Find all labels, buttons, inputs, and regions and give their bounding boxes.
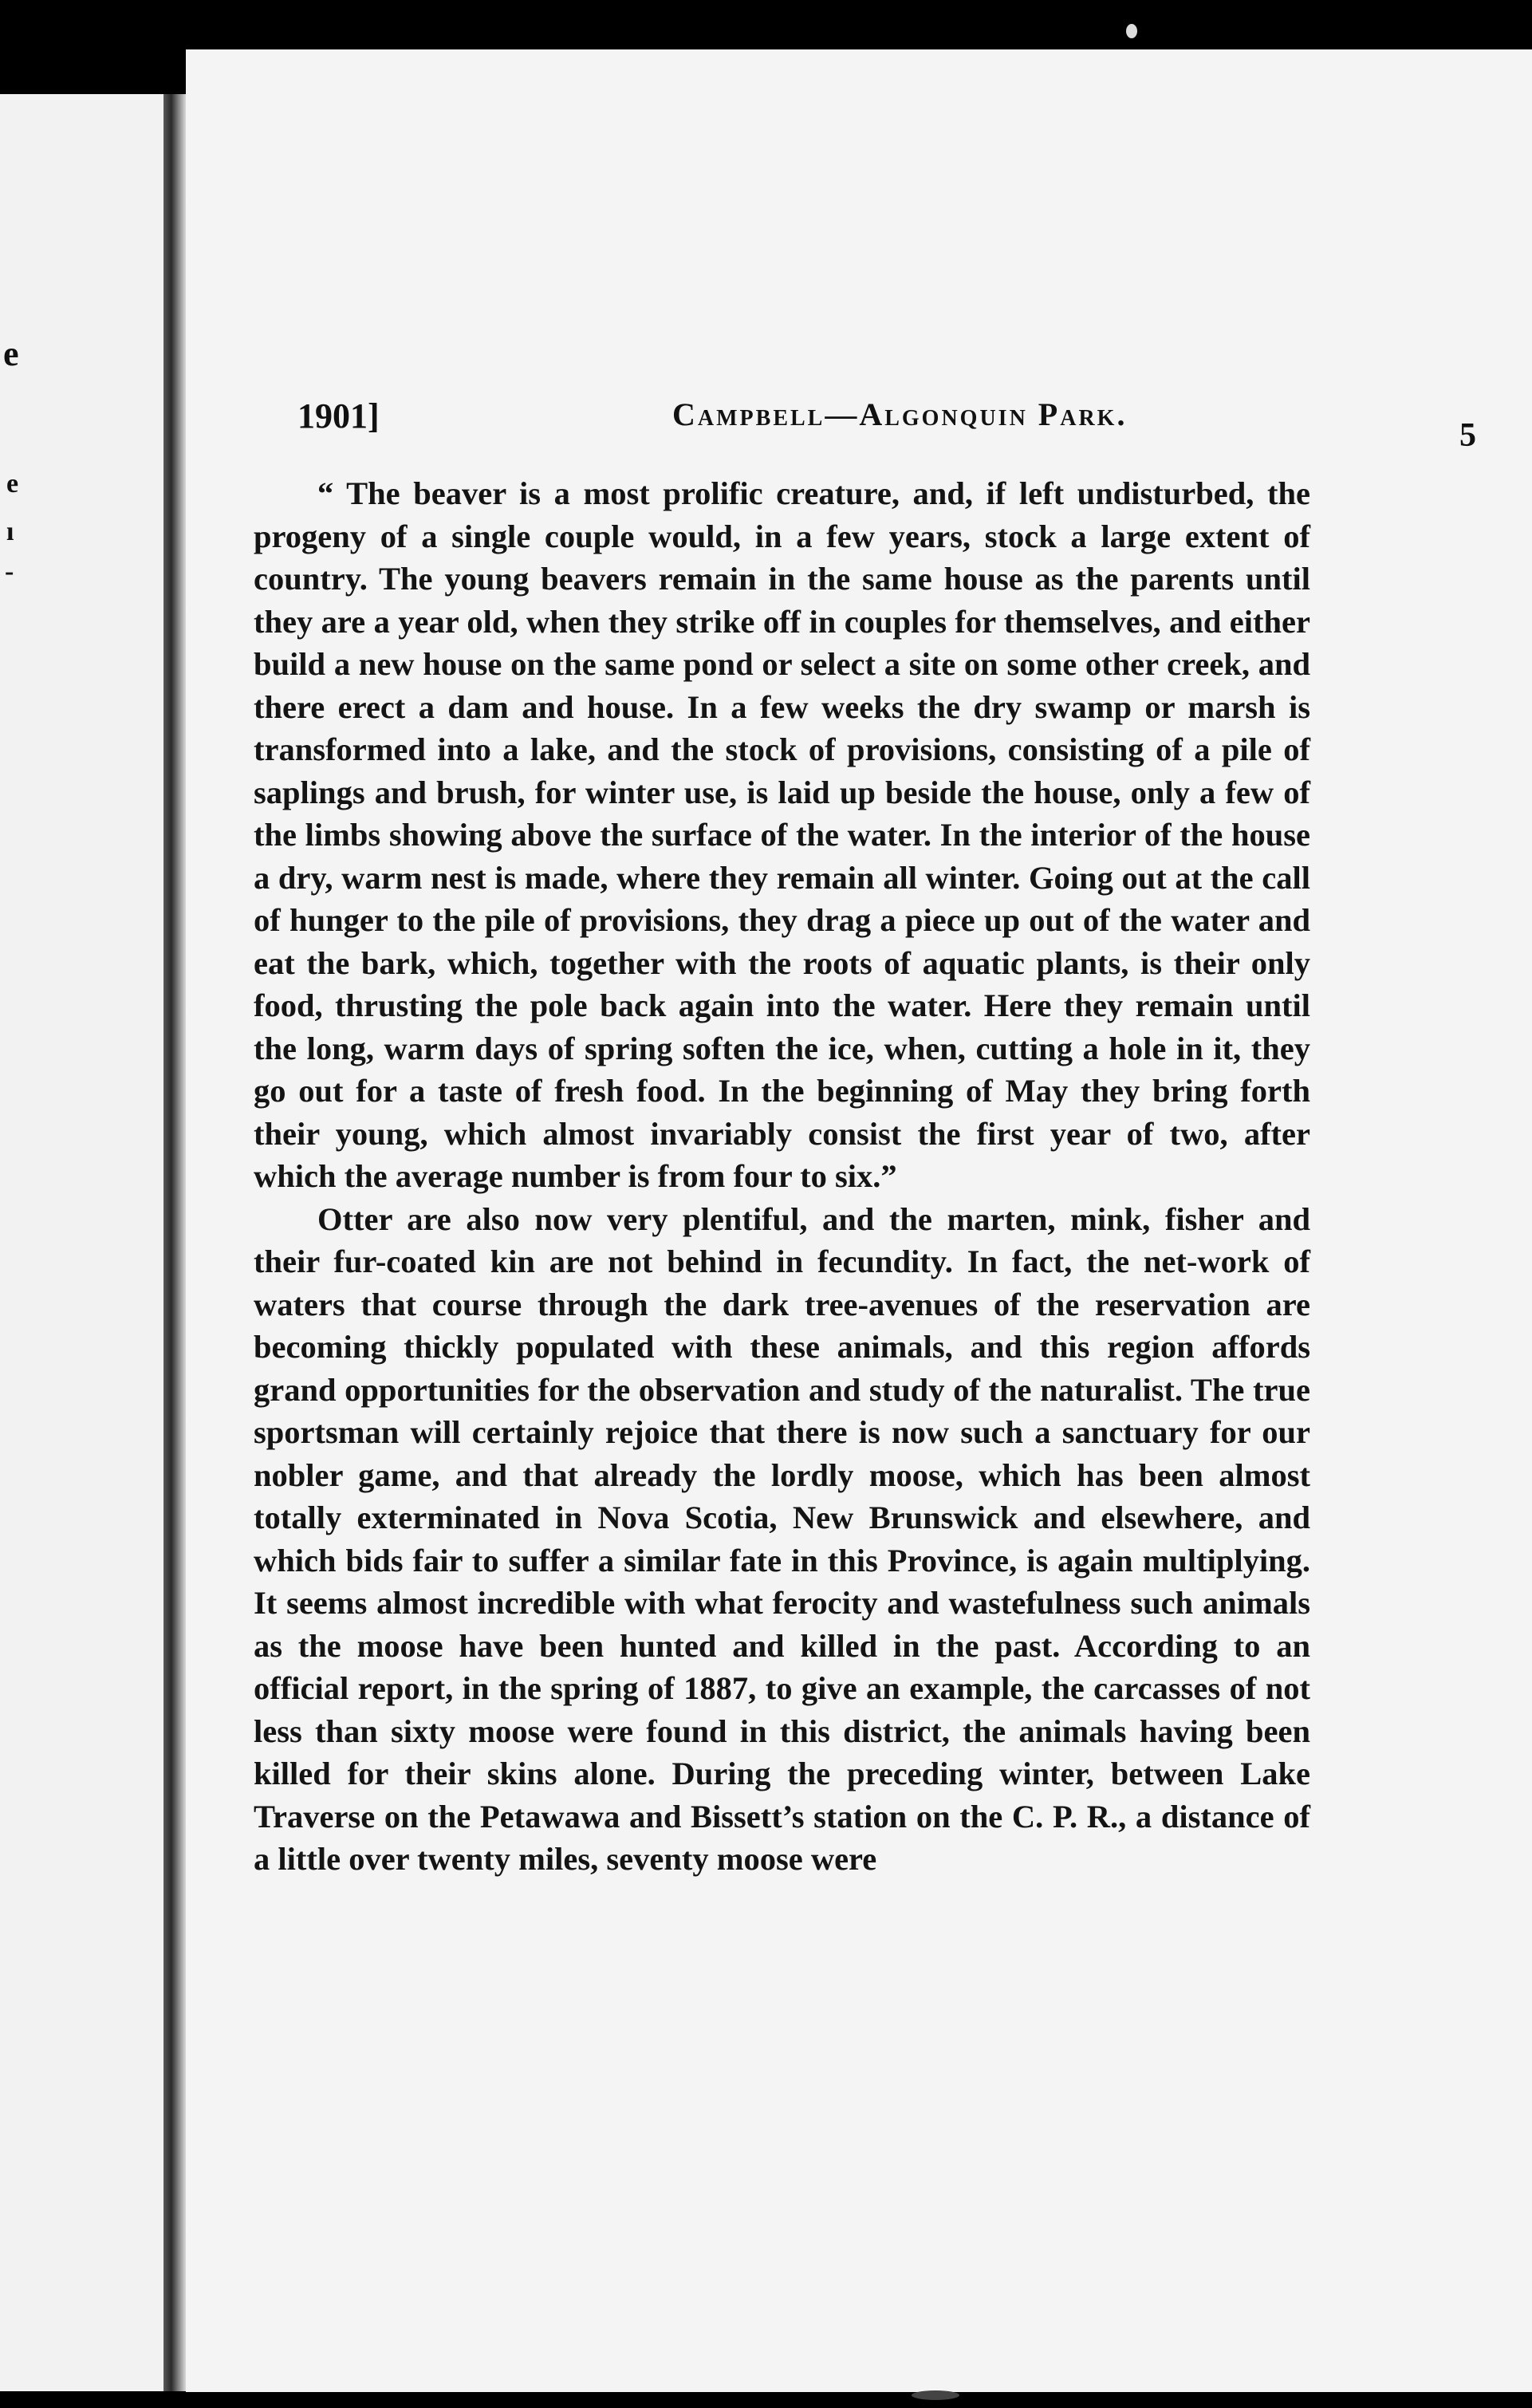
paragraph-beaver-quote: “ The beaver is a most prolific creature, and, if left undisturbed, the progeny of a single couple would, in a few years, stock a large extent of country. The young beavers remain in the same house as the parents until they are a year old, when they strike off in couples for themselves, and either build a new house on the same pond or select a site on some other creek, and there erect a dam and house. In a few weeks the dry swamp or marsh is transformed into a lake, and the stock of provisions, consisting of a pile of saplings and brush, for winter use, is laid up beside the house, only a few of the limbs showing above the surface of the water. In the interior of the house a dry, warm nest is made, where they remain all winter. Going out at the call of hunger to the pile of provisions, they drag a piece up out of the water and eat the bark, which, together with the roots of aquatic plants, is their only food, thrusting the pole back again into the water. Here they remain until the long, warm days of spring soften the ice, when, cutting a hole in it, they go out for a taste of fresh food. In the beginning of May they bring forth their young, which almost invariably consist the first year of two, after which the average number is from four to six.” — [254, 475, 1310, 1194]
running-header — [297, 384, 1476, 454]
scan-artifact — [912, 2390, 959, 2400]
paragraph-otter-moose: Otter are also now very plentiful, and the marten, mink, fisher and their fur-coated kin are not behind in fecundity. In fact, the net-work of waters that course through the dark tree-avenues of the reservation are becoming thickly populated with these animals, and this region affords grand opportunities for the observation and study of the naturalist. The true sportsman will certainly rejoice that there is now such a sanctuary for our nobler game, and that already the lordly moose, which has been almost totally exterminated in Nova Scotia, New Brunswick and elsewhere, and which bids fair to suffer a similar fate in this Province, is again multiplying. It seems almost incredible with what ferocity and wastefulness such animals as the moose have been hunted and killed in the past. According to an official report, in the spring of 1887, to give an example, the carcasses of not less than sixty moose were found in this district, the animals having been killed for their skins alone. During the preceding winter, between Lake Traverse on the Petawawa and Bissett’s station on the C. P. R., a distance of a little over twenty miles, seventy moose were — [254, 1200, 1310, 1877]
scan-artifact — [1126, 24, 1137, 38]
book-page — [186, 49, 1532, 2392]
page-number: 5 — [1459, 417, 1476, 454]
left-page-fragment: e — [6, 469, 19, 499]
left-page-fragment: - — [5, 557, 14, 586]
header-year: 1901] — [297, 396, 380, 435]
book-gutter — [163, 94, 186, 2391]
left-page-fragment: ı — [6, 517, 14, 546]
header-title: Campbell—Algonquin Park. — [672, 396, 1128, 432]
left-page-fragment: e — [3, 334, 19, 373]
body-text — [254, 472, 1310, 1881]
left-page-edge — [0, 94, 163, 2391]
